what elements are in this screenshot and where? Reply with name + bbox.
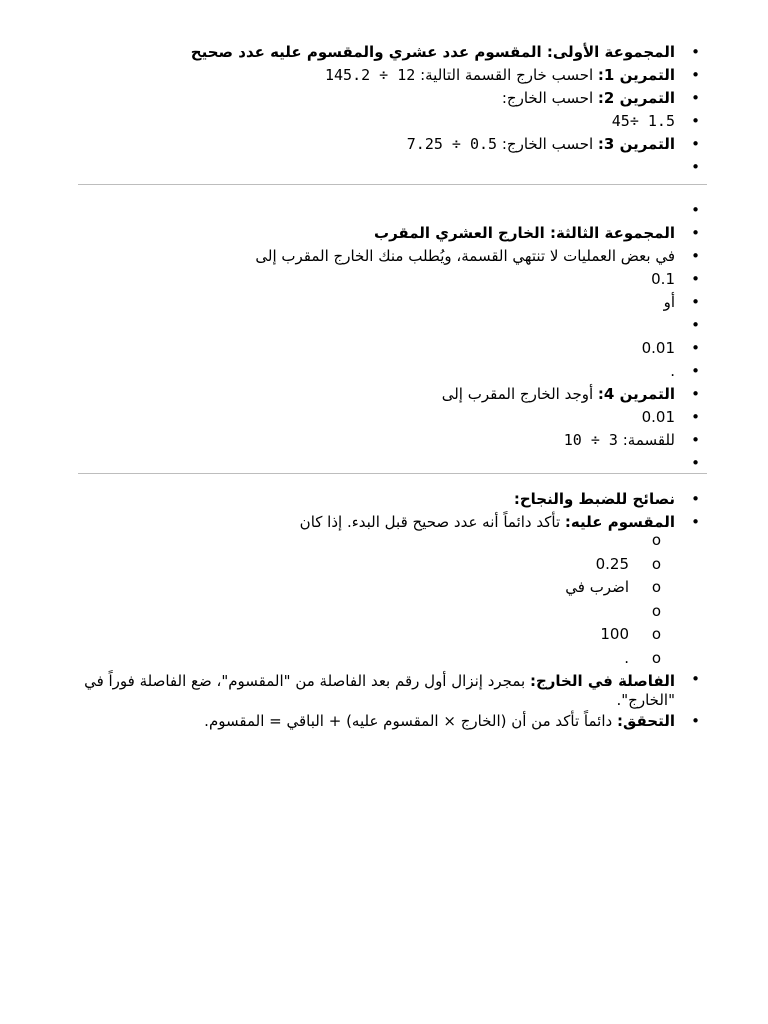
section1-heading: المجموعة الأولى: المقسوم عدد عشري والمقسوم عليه عدد صحيح: [190, 43, 675, 61]
list-item: [78, 360, 675, 383]
list-item: [78, 199, 675, 222]
exercise4-label: التمرين 4:: [597, 385, 675, 403]
sub-item: [78, 529, 675, 553]
sub-item: o 100: [78, 623, 675, 647]
divisor-text: تأكد دائماً أنه عدد صحيح قبل البدء. إذا كان: [299, 513, 565, 531]
list-item: [78, 110, 675, 133]
list-item: [78, 337, 675, 360]
list-item: [78, 87, 675, 110]
exercise4-text: أوجد الخارج المقرب إلى: [441, 385, 598, 403]
list-item: [78, 314, 675, 337]
exercise1-expression: 145.2 ÷ 12: [325, 66, 416, 84]
divisor-sublist: [78, 529, 675, 670]
section3-list: [78, 199, 675, 475]
exercise3-label: التمرين 3:: [597, 135, 675, 153]
list-item: [78, 245, 675, 268]
list-item: [78, 41, 675, 64]
exercise2-expression: 45÷ 1.5: [611, 112, 675, 130]
tips-heading: نصائح للضبط والنجاح:: [513, 490, 675, 508]
exercise3-expression: 7.25 ÷ 0.5: [406, 135, 498, 153]
exercise3-text: احسب الخارج:: [497, 135, 598, 153]
tips-list: [78, 488, 675, 733]
list-item: [78, 156, 675, 179]
divider: [78, 473, 707, 474]
value-0-01: 0.01: [641, 339, 675, 357]
exercise4-expression: 10 ÷ 3: [563, 431, 618, 449]
section3-heading: المجموعة الثالثة: الخارج العشري المقرب: [374, 224, 675, 242]
section1-list: [78, 41, 675, 179]
list-item: [78, 222, 675, 245]
list-item: [78, 291, 675, 314]
list-item: [78, 406, 675, 429]
or-text: أو: [663, 293, 675, 311]
sub-item: o اضرب في: [78, 576, 675, 600]
list-item: [78, 452, 675, 475]
list-item: [78, 488, 675, 511]
sub-item: o 0.25: [78, 553, 675, 577]
comma-text: بمجرد إنزال أول رقم بعد الفاصلة من "المقسوم"، ضع الفاصلة فوراً في "الخارج".: [84, 672, 675, 709]
exercise2-label: التمرين 2:: [597, 89, 675, 107]
list-item: [78, 133, 675, 156]
list-item: [78, 670, 675, 710]
check-label: التحقق:: [616, 712, 675, 730]
exercise4-value: 0.01: [641, 408, 675, 426]
period-text: .: [670, 362, 675, 380]
exercise4-prefix: للقسمة:: [617, 431, 675, 449]
divisor-label: المقسوم عليه:: [564, 513, 675, 531]
list-item: [78, 64, 675, 87]
value-0-1: 0.1: [651, 270, 675, 288]
list-item: [78, 383, 675, 406]
exercise1-text: احسب خارج القسمة التالية:: [415, 66, 598, 84]
list-item: [78, 710, 675, 733]
divider: [78, 184, 707, 185]
list-item: [78, 511, 675, 670]
comma-label: الفاصلة في الخارج:: [529, 672, 675, 690]
check-text: دائماً تأكد من أن (الخارج × المقسوم عليه) + الباقي = المقسوم.: [204, 712, 617, 730]
list-item: [78, 268, 675, 291]
list-item: [78, 429, 675, 452]
sub-item: o .: [78, 647, 675, 671]
exercise1-label: التمرين 1:: [597, 66, 675, 84]
sub-item: [78, 600, 675, 624]
section3-intro: في بعض العمليات لا تنتهي القسمة، ويُطلب منك الخارج المقرب إلى: [255, 247, 675, 265]
exercise2-text: احسب الخارج:: [501, 89, 598, 107]
